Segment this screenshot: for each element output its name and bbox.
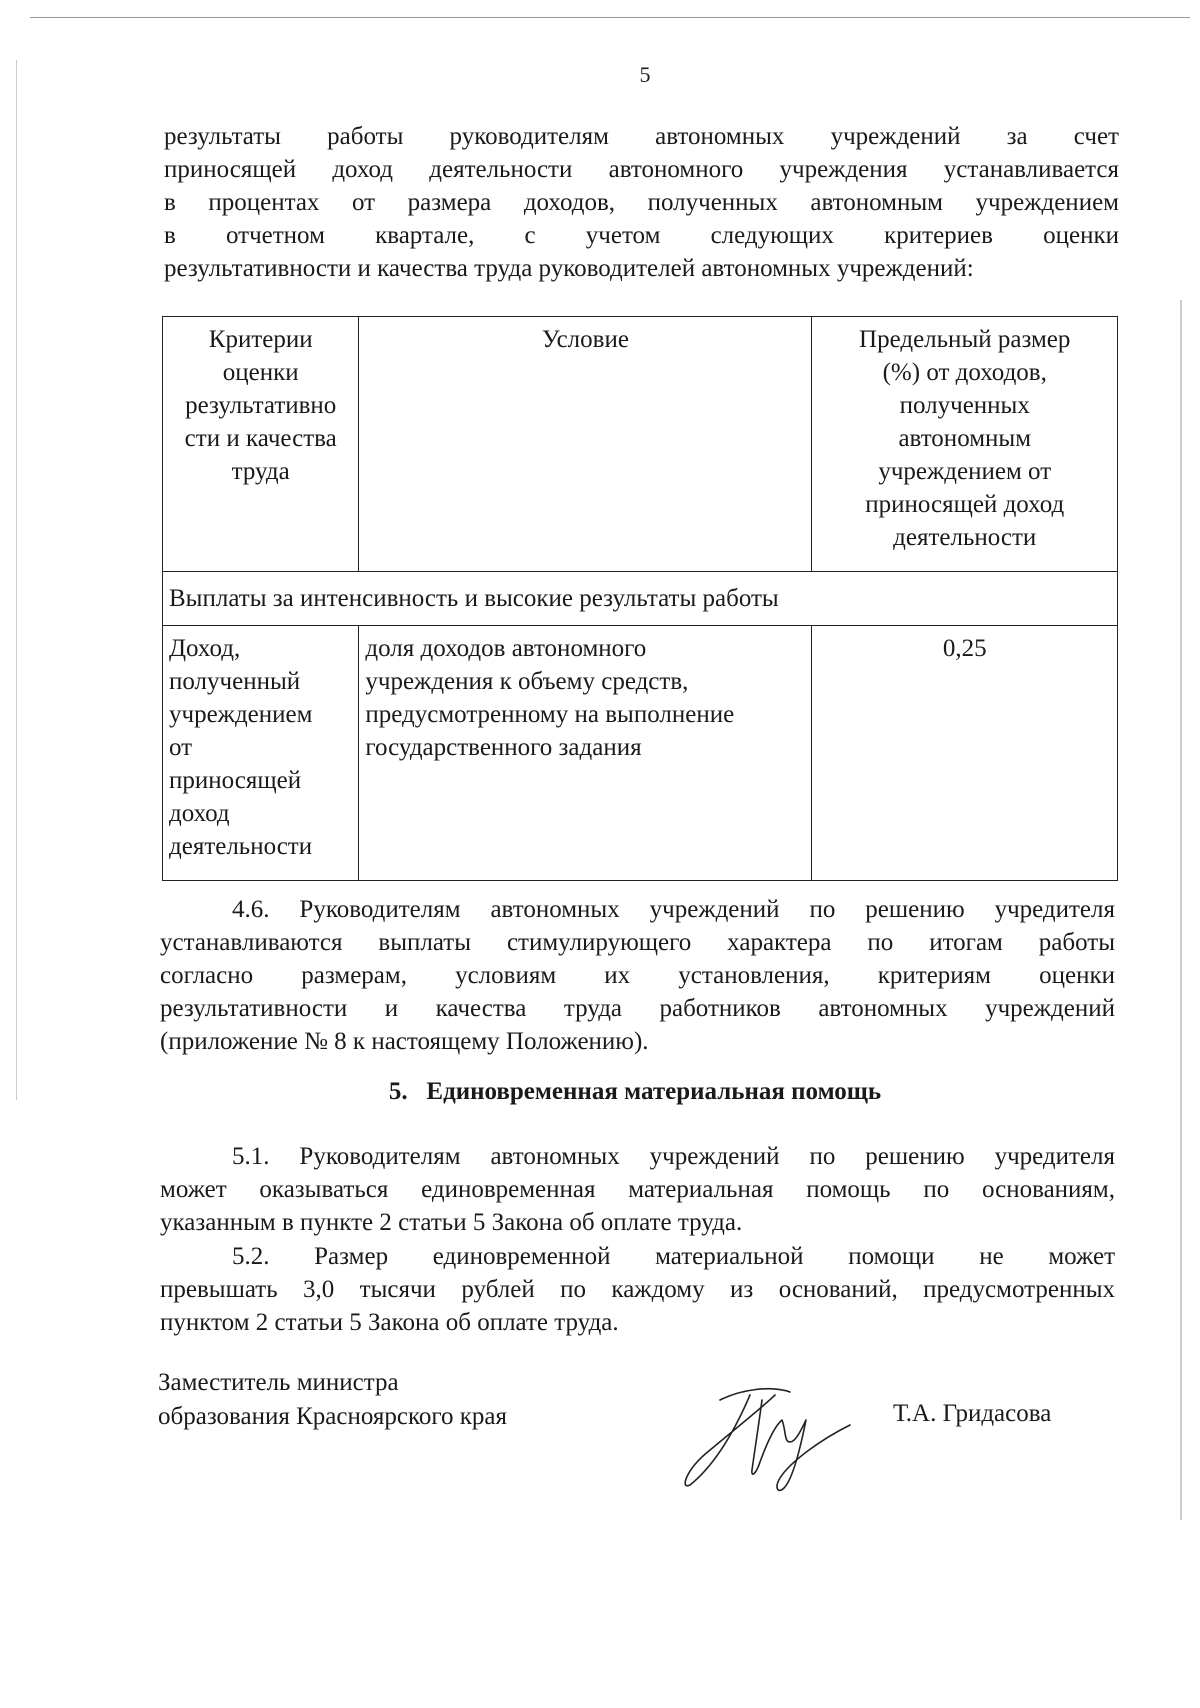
signatory-name: Т.А. Гридасова (893, 1400, 1052, 1427)
row-criterion (163, 626, 359, 881)
paragraph-5-2 (160, 1240, 1115, 1339)
header-line: Предельный размер (859, 326, 1071, 353)
text-line: 4.6. Руководителям автономных учреждений по решению учредителя (232, 896, 1115, 923)
signatory-position (158, 1366, 507, 1434)
handwritten-signature (680, 1370, 860, 1500)
header-line: сти и качества (184, 425, 337, 452)
cell-line: деятельности (169, 833, 313, 860)
table-row (163, 626, 1118, 881)
scan-edge-right (1180, 300, 1182, 1520)
cell-line: полученный (169, 668, 301, 695)
intro-paragraph (164, 120, 1119, 285)
header-criteria (163, 317, 359, 572)
cell-line: предусмотренному на выполнение (365, 701, 735, 728)
text-line: (приложение № 8 к настоящему Положению). (160, 1028, 649, 1055)
row-limit: 0,25 (812, 626, 1118, 881)
cell-line: приносящей (169, 767, 302, 794)
header-line: учреждением от (878, 458, 1052, 485)
text-line: превышать 3,0 тысячи рублей по каждому из оснований, предусмотренных (160, 1276, 1115, 1303)
position-line: образования Красноярского края (158, 1403, 507, 1430)
header-line: приносящей доход (865, 491, 1065, 518)
scan-edge-top (30, 17, 1190, 18)
text-line: приносящей доход деятельности автономного учреждения устанавливается (164, 156, 1119, 183)
text-line: результативности и качества труда работников автономных учреждений (160, 995, 1115, 1022)
header-condition: Условие (359, 317, 812, 572)
text-line: указанным в пункте 2 статьи 5 Закона об оплате труда. (160, 1209, 743, 1236)
text-line: согласно размерам, условиям их установления, критериям оценки (160, 962, 1115, 989)
header-line: (%) от доходов, (882, 359, 1047, 386)
table-section-row (163, 572, 1118, 626)
text-line: 5.2. Размер единовременной материальной помощи не может (232, 1243, 1115, 1270)
text-line: может оказываться единовременная материальная помощь по основаниям, (160, 1176, 1115, 1203)
row-condition (359, 626, 812, 881)
header-line: полученных (899, 392, 1030, 419)
cell-line: учреждением (169, 701, 313, 728)
text-line: устанавливаются выплаты стимулирующего характера по итогам работы (160, 929, 1115, 956)
section-5-title: 5. Единовременная материальная помощь (388, 1078, 882, 1105)
paragraph-4-6 (160, 893, 1115, 1058)
text-line: пунктом 2 статьи 5 Закона об оплате труда. (160, 1309, 619, 1336)
cell-line: государственного задания (365, 734, 642, 761)
cell-line: от (169, 734, 193, 761)
criteria-table (162, 316, 1118, 881)
cell-line: учреждения к объему средств, (365, 668, 689, 695)
text-line: результаты работы руководителям автономных учреждений за счет (164, 123, 1119, 150)
header-line: деятельности (893, 524, 1037, 551)
position-line: Заместитель министра (158, 1369, 399, 1396)
scan-edge-left (16, 60, 17, 1100)
header-line: труда (231, 458, 290, 485)
text-line: в процентах от размера доходов, полученных автономным учреждением (164, 189, 1119, 216)
text-line: в отчетном квартале, с учетом следующих критериев оценки (164, 222, 1119, 249)
cell-line: Доход, (169, 635, 241, 662)
header-line: оценки (222, 359, 299, 386)
cell-line: доля доходов автономного (365, 635, 647, 662)
section-row-label: Выплаты за интенсивность и высокие результаты работы (163, 572, 1118, 626)
header-line: автономным (898, 425, 1032, 452)
page-number: 5 (639, 62, 651, 87)
header-limit (812, 317, 1118, 572)
header-line: Критерии (208, 326, 313, 353)
text-line: результативности и качества труда руководителей автономных учреждений: (164, 255, 974, 282)
cell-line: доход (169, 800, 230, 827)
header-line: результативно (185, 392, 337, 419)
paragraph-5-1 (160, 1140, 1115, 1239)
table-header-row (163, 317, 1118, 572)
text-line: 5.1. Руководителям автономных учреждений по решению учредителя (232, 1143, 1115, 1170)
